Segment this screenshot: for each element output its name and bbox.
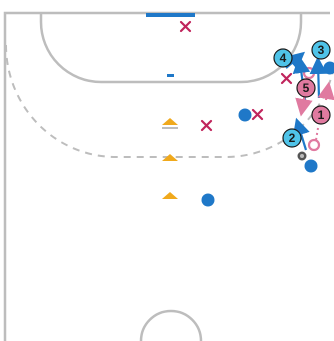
dot-marker-icon (239, 109, 252, 122)
badge-label: 2 (288, 131, 296, 145)
cones (162, 118, 178, 199)
badge-label: 5 (302, 81, 310, 95)
cone-icon (162, 118, 178, 129)
six-meter-line (41, 13, 301, 82)
player-badge-p4 (274, 49, 292, 67)
defender-markers (181, 22, 291, 130)
badge-label: 1 (317, 108, 325, 122)
player-badge-p5 (297, 79, 315, 97)
cone-icon (162, 192, 178, 199)
dot-marker-icon (324, 62, 334, 75)
player-badges (274, 41, 330, 147)
ring-marker-icon (309, 140, 319, 150)
cross-marker-icon (282, 74, 291, 83)
player-badge-p1 (312, 106, 330, 124)
dot-marker-icon (305, 160, 318, 173)
player-badge-p3 (312, 41, 330, 59)
goal (146, 13, 195, 17)
center-circle (141, 311, 201, 341)
cross-marker-icon (181, 22, 190, 31)
run-arrow (326, 88, 328, 100)
cross-marker-icon (253, 110, 262, 119)
pass-arrow (318, 63, 319, 98)
goalkeeper-mark (167, 74, 174, 77)
handball-ball-icon (298, 152, 307, 161)
badge-label: 3 (317, 43, 325, 57)
cross-marker-icon (202, 121, 211, 130)
badge-label: 4 (279, 51, 287, 65)
player-badge-p2 (283, 129, 301, 147)
dot-marker-icon (202, 194, 215, 207)
ring-marker-icon (304, 68, 314, 78)
